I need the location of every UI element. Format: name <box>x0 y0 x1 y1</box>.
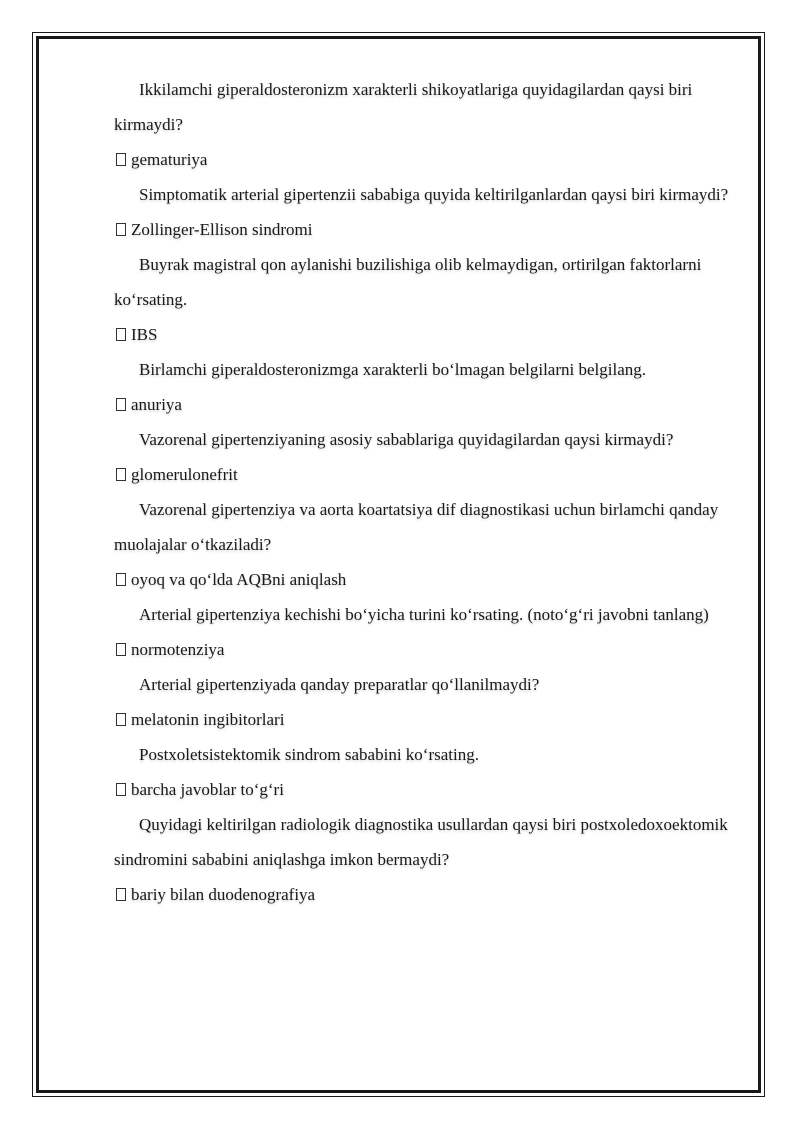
answer-text: bariy bilan duodenografiya <box>131 885 316 904</box>
answer-text: oyoq va qo‘lda AQBni aniqlash <box>131 570 347 589</box>
checkbox-icon <box>116 888 126 901</box>
answer-text: gematuriya <box>131 150 208 169</box>
question-text: Vazorenal gipertenziya va aorta koartatsiya dif diagnostikasi uchun birlamchi qanday muolajalar o‘tkaziladi? <box>114 500 719 554</box>
document-body <box>114 72 736 912</box>
checkbox-icon <box>116 223 126 236</box>
question-text: Quyidagi keltirilgan radiologik diagnostika usullardan qaysi biri postxoledoxoektomik sindromini sababini aniqlashga imkon bermaydi? <box>114 815 728 869</box>
answer-line <box>114 142 736 177</box>
checkbox-icon <box>116 328 126 341</box>
checkbox-icon <box>116 783 126 796</box>
answer-text: melatonin ingibitorlari <box>131 710 285 729</box>
question-text: Postxoletsistektomik sindrom sababini ko‘rsating. <box>139 745 479 764</box>
checkbox-icon <box>116 468 126 481</box>
answer-text: glomerulonefrit <box>131 465 238 484</box>
question-text: Arterial gipertenziya kechishi bo‘yicha turini ko‘rsating. (noto‘g‘ri javobni tanlang) <box>139 605 709 624</box>
answer-line <box>114 212 736 247</box>
answer-line <box>114 317 736 352</box>
answer-text: Zollinger-Ellison sindromi <box>131 220 313 239</box>
answer-line <box>114 772 736 807</box>
question-text: Vazorenal gipertenziyaning asosiy sabablariga quyidagilardan qaysi kirmaydi? <box>139 430 674 449</box>
question-text: Birlamchi giperaldosteronizmga xarakterli bo‘lmagan belgilarni belgilang. <box>139 360 646 379</box>
answer-text: barcha javoblar to‘g‘ri <box>131 780 284 799</box>
question-text: Arterial gipertenziyada qanday preparatlar qo‘llanilmaydi? <box>139 675 540 694</box>
checkbox-icon <box>116 573 126 586</box>
answer-line <box>114 387 736 422</box>
answer-line <box>114 632 736 667</box>
answer-line <box>114 702 736 737</box>
checkbox-icon <box>116 643 126 656</box>
question-text: Ikkilamchi giperaldosteronizm xarakterli shikoyatlariga quyidagilardan qaysi biri kirmaydi? <box>114 80 693 134</box>
answer-line <box>114 877 736 912</box>
answer-text: anuriya <box>131 395 182 414</box>
answer-line <box>114 562 736 597</box>
checkbox-icon <box>116 398 126 411</box>
checkbox-icon <box>116 153 126 166</box>
question-text: Simptomatik arterial gipertenzii sababiga quyida keltirilganlardan qaysi biri kirmaydi? <box>139 185 729 204</box>
checkbox-icon <box>116 713 126 726</box>
question-text: Buyrak magistral qon aylanishi buzilishiga olib kelmaydigan, ortirilgan faktorlarni ko‘rsating. <box>114 255 702 309</box>
answer-line <box>114 457 736 492</box>
answer-text: normotenziya <box>131 640 225 659</box>
answer-text: IBS <box>131 325 158 344</box>
